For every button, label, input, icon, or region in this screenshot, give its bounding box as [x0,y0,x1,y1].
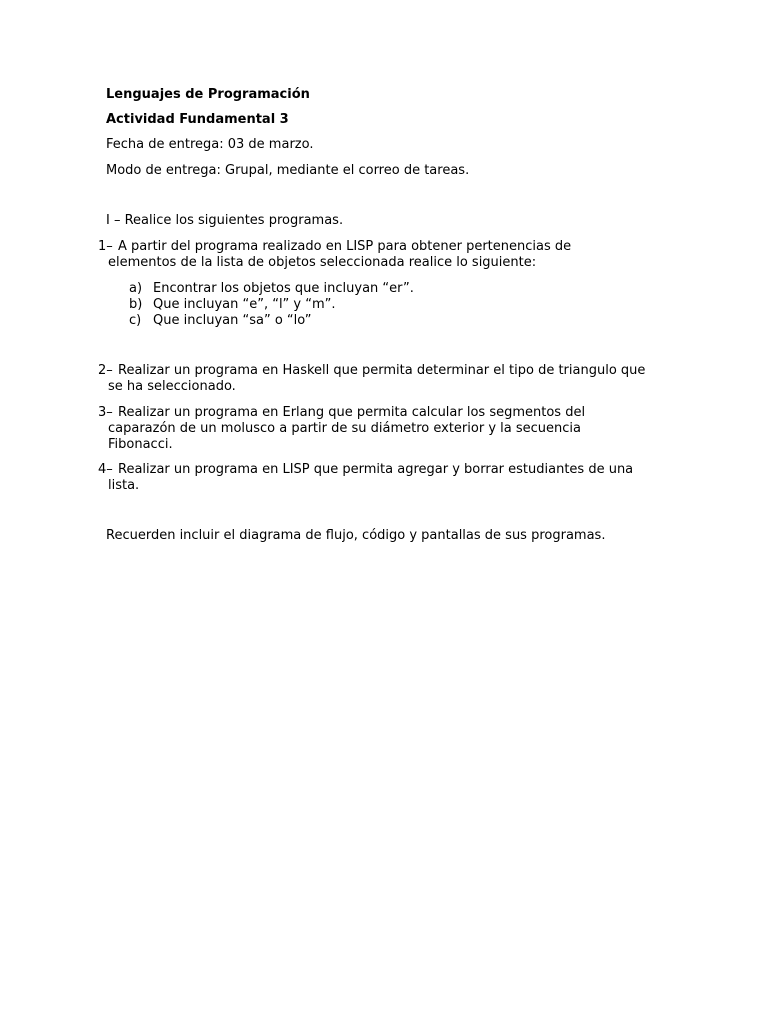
sub-item [129,297,336,313]
sub-item-text: Que incluyan “sa” o “lo” [153,313,312,328]
item-number: 2– [98,363,113,378]
delivery-mode: Modo de entrega: Grupal, mediante el correo de tareas. [106,163,470,178]
sub-item-letter: b) [129,297,143,312]
sub-item [129,313,311,329]
item-text: A partir del programa realizado en LISP para obtener pertenencias de elementos de la lista de objetos seleccionada realice lo siguiente: [108,239,572,270]
item-number: 1– [98,239,113,254]
sub-item-letter: c) [129,313,142,328]
item-text: Realizar un programa en Erlang que permita calcular los segmentos del caparazón de un molusco a partir de su diámetro exterior y la secuencia Fibonacci. [108,405,586,452]
activity-title: Actividad Fundamental 3 [106,112,289,127]
reminder-text: Recuerden incluir el diagrama de flujo, código y pantallas de sus programas. [106,528,606,543]
item-text: Realizar un programa en LISP que permita agregar y borrar estudiantes de una lista. [108,462,634,493]
sub-item-text: Que incluyan “e”, “l” y “m”. [153,297,336,312]
sub-item [129,281,414,297]
due-date: Fecha de entrega: 03 de marzo. [106,137,314,152]
sub-item-letter: a) [129,281,143,296]
item-number: 4– [98,462,113,477]
course-title: Lenguajes de Programación [106,87,310,102]
sub-item-text: Encontrar los objetos que incluyan “er”. [153,281,414,296]
item-number: 3– [98,405,113,420]
section-heading: I – Realice los siguientes programas. [106,213,344,228]
item-text: Realizar un programa en Haskell que permita determinar el tipo de triangulo que se ha seleccionado. [108,363,646,394]
